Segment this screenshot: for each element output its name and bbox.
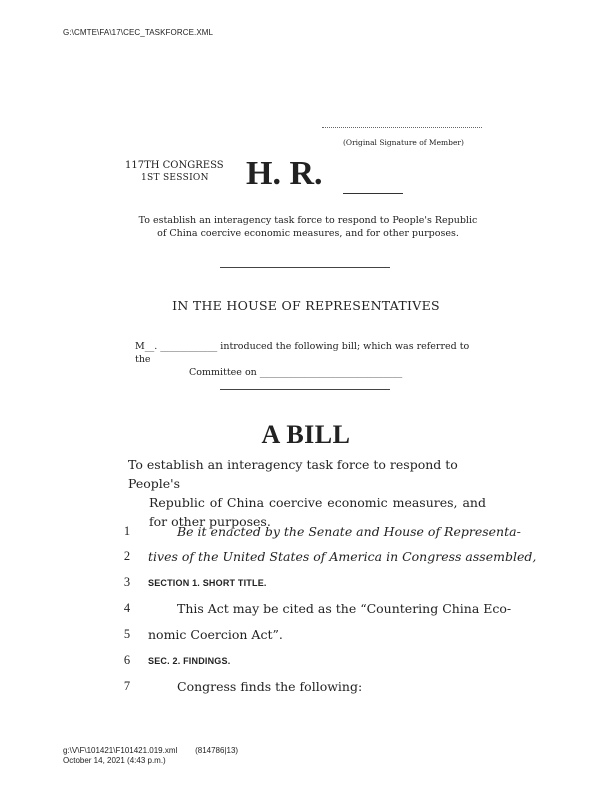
line-text: tives of the United States of America in Congress assembled, bbox=[148, 549, 537, 564]
bill-line bbox=[115, 679, 490, 701]
line-number: 1 bbox=[123, 524, 131, 538]
congress-label: 117TH CONGRESS bbox=[125, 160, 224, 171]
line-number: 7 bbox=[123, 679, 131, 693]
line-text: nomic Coercion Act”. bbox=[148, 627, 283, 642]
footer-info bbox=[63, 746, 238, 766]
line-number: 4 bbox=[123, 601, 131, 615]
bill-line bbox=[115, 549, 537, 571]
signature-label: (Original Signature of Member) bbox=[343, 138, 464, 147]
line-number: 3 bbox=[123, 575, 131, 589]
bill-heading: A BILL bbox=[261, 420, 351, 449]
bill-line bbox=[115, 524, 521, 546]
session-label: 1ST SESSION bbox=[141, 173, 209, 183]
signature-line bbox=[322, 127, 482, 128]
long-title bbox=[128, 455, 486, 531]
section-heading: SEC. 2. FINDINGS. bbox=[148, 656, 231, 666]
divider-rule bbox=[220, 389, 390, 390]
line-number: 2 bbox=[123, 549, 131, 563]
divider-rule bbox=[220, 267, 390, 268]
line-text: Be it enacted by the Senate and House of Representa- bbox=[177, 524, 521, 539]
footer-file: g:\V\F\101421\F101421.019.xml (814786|13) bbox=[63, 746, 239, 755]
file-path: G:\CMTE\FA\17\CEC_TASKFORCE.XML bbox=[63, 28, 214, 37]
section-heading: SECTION 1. SHORT TITLE. bbox=[148, 578, 267, 588]
bill-line bbox=[115, 575, 490, 597]
intro-line-2: Committee on ______________________________ bbox=[189, 367, 403, 378]
bill-number-blank bbox=[343, 193, 403, 194]
footer-date: October 14, 2021 (4:43 p.m.) bbox=[63, 756, 166, 765]
bill-line bbox=[115, 627, 490, 649]
bill-number: H. R. bbox=[246, 155, 323, 192]
introduction-text bbox=[135, 340, 481, 379]
intro-line-1: M__. ____________ introduced the following bill; which was referred to the bbox=[135, 341, 470, 365]
line-text: Congress finds the following: bbox=[177, 679, 363, 694]
bill-line bbox=[115, 601, 512, 623]
line-number: 5 bbox=[123, 627, 131, 641]
line-text: This Act may be cited as the “Countering China Eco- bbox=[177, 601, 512, 616]
line-number: 6 bbox=[123, 653, 131, 667]
long-title-continuation: Republic of China coercive economic measures, and for other purposes. bbox=[149, 495, 486, 529]
long-title-first-line: To establish an interagency task force to respond to People's bbox=[128, 457, 458, 491]
short-description: To establish an interagency task force to respond to People's Republic of China coercive economic measures, and for other purposes. bbox=[138, 215, 478, 239]
chamber-heading: IN THE HOUSE OF REPRESENTATIVES bbox=[172, 298, 440, 313]
bill-line bbox=[115, 653, 490, 675]
